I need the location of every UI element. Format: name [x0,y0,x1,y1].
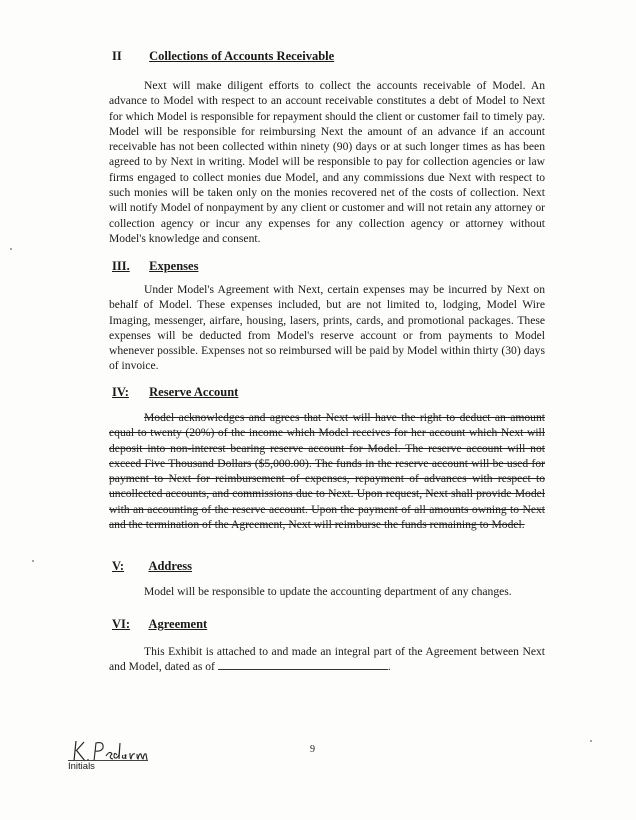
date-blank-line [218,659,388,670]
section-number: V: [112,559,125,573]
section-iv-heading [112,385,238,400]
paragraph-end: . [387,660,391,674]
paragraph-text: Model will be responsible to update the accounting department of any changes. [144,585,512,598]
section-iii-body [109,282,545,374]
initials-label: Initials [68,760,148,772]
section-number: II [112,49,122,63]
scan-speck [10,248,12,250]
section-ii-heading [112,49,334,64]
section-iv-body [109,410,545,532]
paragraph-text: This Exhibit is attached to and made an integral part of the Agreement between Next and Model, dated as of [109,645,545,674]
section-number: VI: [112,617,131,631]
paragraph-text: Next will make diligent efforts to collect the accounts receivable of Model. An advance to Model with respect to an account receivable constitutes a debt of Model to Next for which Model is responsible for repayment should the client or customer fail to timely pay. Model will be responsible for reimbursing Next the amount of an advance if an account receivable has not been collected within ninety (90) days or at such longer times as has been agreed to by Next in writing. Model will be responsible to pay for collection agencies or law firms engaged to collect monies due Model, and any commissions due Next with respect to such monies will be taken only on the monies recovered net of the costs of collection. Next will notify Model of nonpayment by any client or customer and will not retain any attorney or collection agency or incur any expenses for any collection agency or attorney without Model's knowledge and consent. [109,79,545,245]
section-title: Agreement [148,617,208,631]
section-ii-body [109,78,545,246]
section-title: Address [148,559,192,573]
section-title: Collections of Accounts Receivable [149,49,335,63]
paragraph-text: Under Model's Agreement with Next, certain expenses may be incurred by Next on behalf of Model. These expenses included, but are not limited to, lodging, Model Wire Imaging, messenger, airfare, housing, lasers, prints, cards, and promotional packages. These expenses will be deducted from Model's reserve account or from payments to Model whenever possible. Expenses not so reimbursed will be paid by Model within thirty (30) days of invoice. [109,283,545,373]
struck-paragraph-text: Model acknowledges and agrees that Next will have the right to deduct an amount equal to twenty (20%) of the income which Model receives for her account which Next will deposit into non-interest bearing reserve account for Model. The reserve account will not exceed Five Thousand Dollars ($5,000.00). The funds in the reserve account will be used for payment to Next for reimbursement of expenses, repayment of advances with respect to uncollected accounts, and commissions due to Next. Upon request, Next shall provide Model with an accounting of the reserve account. Upon the payment of all amounts owning to Next and the termination of the Agreement, Next will reimburse the funds remaining to Model. [109,411,545,532]
section-v-heading [112,559,192,574]
section-v-body [109,584,545,599]
section-vi-heading [112,617,207,632]
section-number: IV: [112,385,129,399]
section-title: Expenses [149,259,199,273]
section-iii-heading [112,259,198,274]
scan-speck [590,740,592,742]
scan-speck [32,560,34,562]
section-title: Reserve Account [149,385,239,399]
section-vi-body [109,644,545,675]
section-number: III. [112,259,130,273]
page-number: 9 [310,744,315,755]
